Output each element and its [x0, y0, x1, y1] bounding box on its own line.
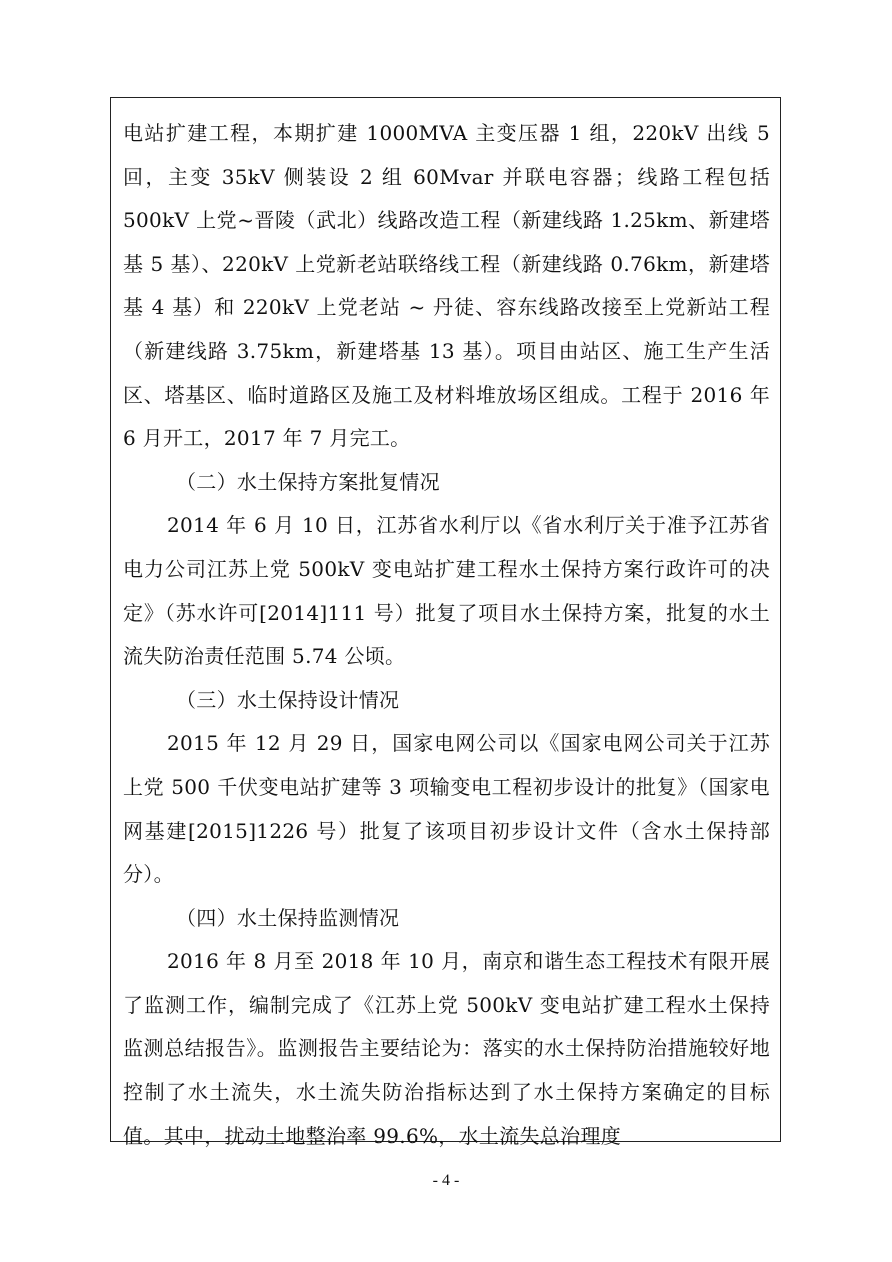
paragraph-monitoring: 2016 年 8 月至 2018 年 10 月，南京和谐生态工程技术有限开展了监测工作，编制完成了《江苏上党 500kV 变电站扩建工程水土保持监测总结报告》。监测报告主要结论为：落实的水土保持防治措施较好地控制了水土流失，水土流失防治指标达到了水土保持方案确定的目标值。其中，扰动土地整治率 99.6%，水土流失总治理度: [123, 949, 770, 1148]
page-number: - 4 -: [432, 1172, 460, 1189]
paragraph-plan-approval: 2014 年 6 月 10 日，江苏省水利厅以《省水利厅关于准予江苏省电力公司江苏上党 500kV 变电站扩建工程水土保持方案行政许可的决定》（苏水许可[2014]111 号）批复了项目水土保持方案，批复的水土流失防治责任范围 5.74 公顷。: [123, 513, 770, 669]
paragraph-project-overview: 电站扩建工程，本期扩建 1000MVA 主变压器 1 组，220kV 出线 5 回，主变 35kV 侧装设 2 组 60Mvar 并联电容器；线路工程包括 500kV 上党~晋陵（武北）线路改造工程（新建线路 1.25km、新建塔基 5 基）、220kV 上党新老站联络线工程（新建线路 0.76km，新建塔基 4 基）和 220kV 上党老站 ~ 丹徒、容东线路改接至上党新站工程（新建线路 3.75km，新建塔基 13 基）。项目由站区、施工生产生活区、塔基区、临时道路区及施工及材料堆放场区组成。工程于 2016 年 6 月开工，2017 年 7 月完工。: [123, 121, 770, 451]
document-frame: [110, 97, 781, 1148]
section-heading-plan-approval: （二）水土保持方案批复情况: [176, 469, 440, 494]
section-heading-monitoring: （四）水土保持监测情况: [176, 905, 400, 930]
section-heading-design: （三）水土保持设计情况: [176, 687, 400, 712]
paragraph-design: 2015 年 12 月 29 日，国家电网公司以《国家电网公司关于江苏上党 500 千伏变电站扩建等 3 项输变电工程初步设计的批复》（国家电网基建[2015]1226 号）批复了该项目初步设计文件（含水土保持部分）。: [123, 731, 770, 887]
